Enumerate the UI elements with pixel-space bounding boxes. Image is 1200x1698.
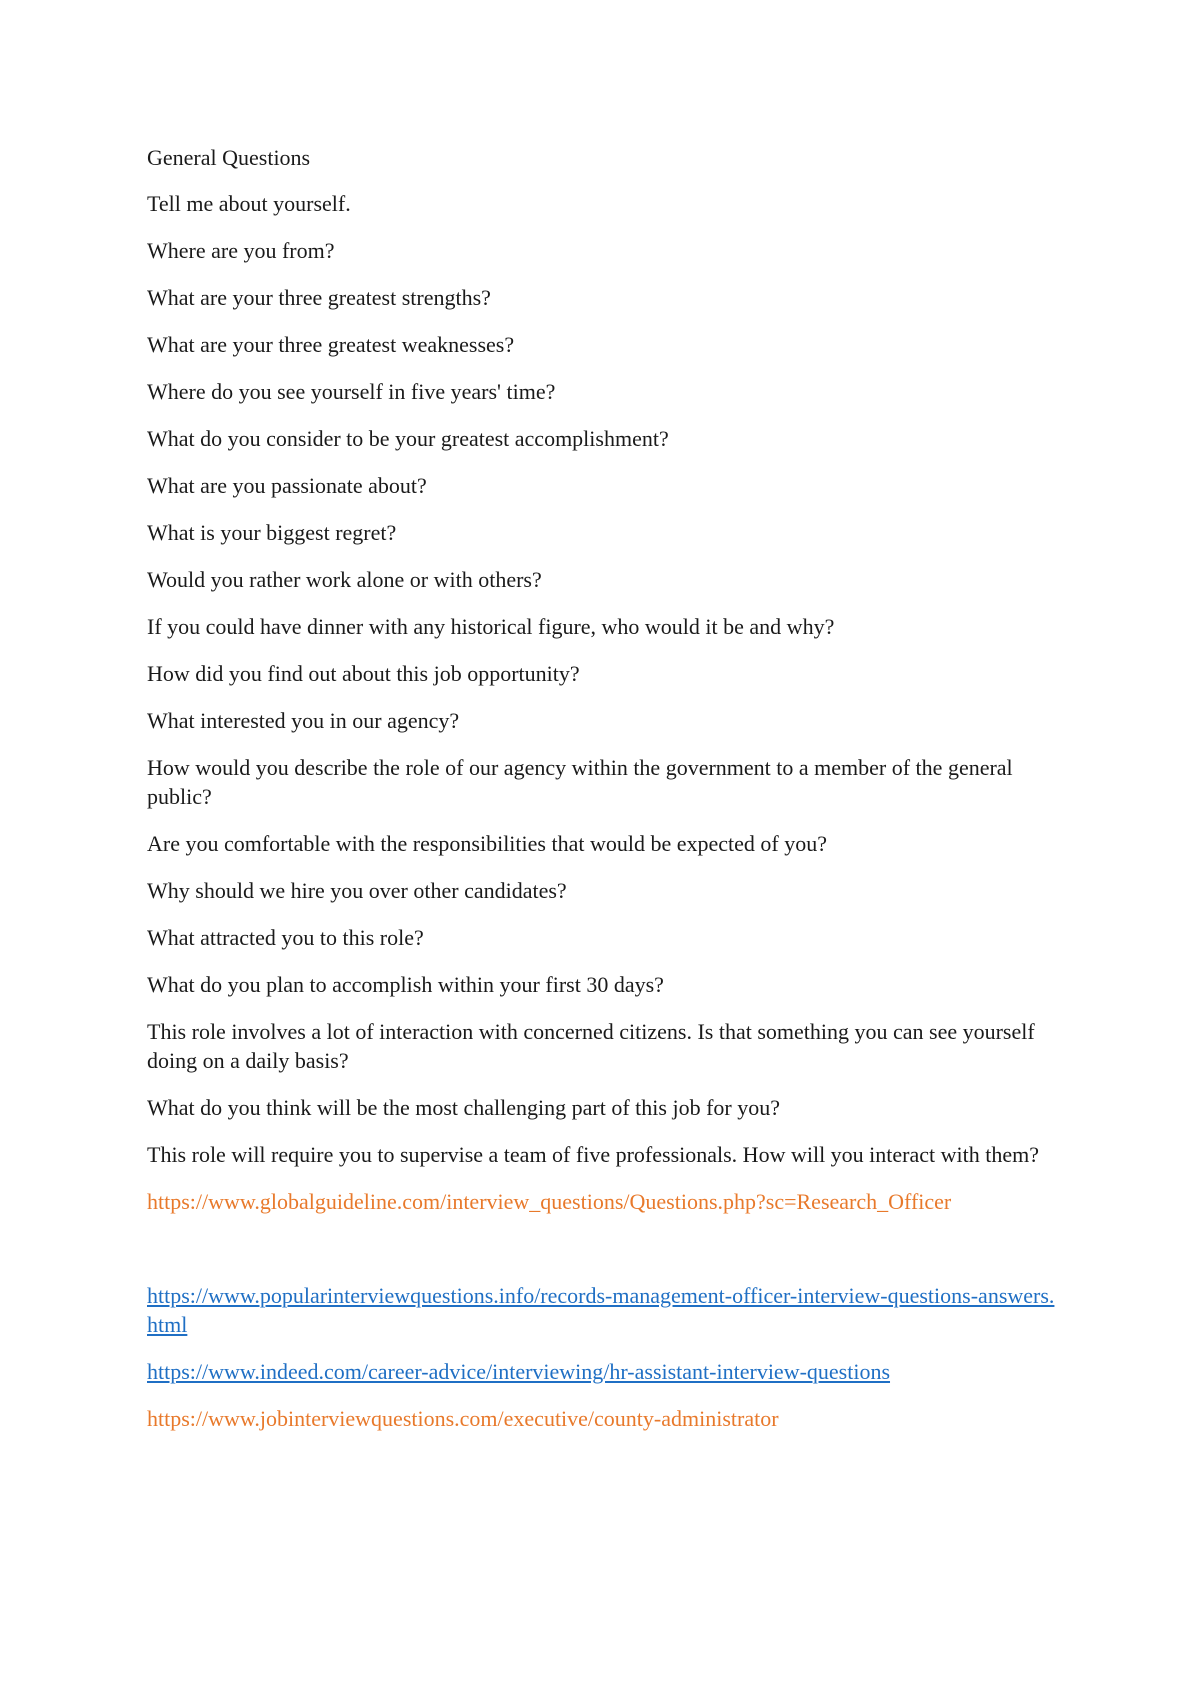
question-3: What are your three greatest strengths? xyxy=(147,285,491,310)
question-9: Would you rather work alone or with others? xyxy=(147,567,542,592)
link-globalguideline[interactable]: https://www.globalguideline.com/interview_questions/Questions.php?sc=Research_Officer xyxy=(147,1189,952,1214)
question-15: Why should we hire you over other candidates? xyxy=(147,878,567,903)
question-8: What is your biggest regret? xyxy=(147,520,397,545)
document-page xyxy=(147,143,1057,1451)
blank-line xyxy=(147,1234,1057,1281)
question-11: How did you find out about this job opportunity? xyxy=(147,661,580,686)
question-1: Tell me about yourself. xyxy=(147,191,351,216)
question-16: What attracted you to this role? xyxy=(147,925,424,950)
question-6: What do you consider to be your greatest accomplishment? xyxy=(147,426,669,451)
question-12: What interested you in our agency? xyxy=(147,708,460,733)
link-popularinterviewquestions[interactable]: https://www.popularinterviewquestions.info/records-management-officer-interview-questions-answers.html xyxy=(147,1283,1055,1337)
question-18: This role involves a lot of interaction with concerned citizens. Is that something you can see yourself doing on a daily basis? xyxy=(147,1019,1035,1073)
question-14: Are you comfortable with the responsibilities that would be expected of you? xyxy=(147,831,827,856)
question-7: What are you passionate about? xyxy=(147,473,427,498)
question-17: What do you plan to accomplish within your first 30 days? xyxy=(147,972,664,997)
question-5: Where do you see yourself in five years' time? xyxy=(147,379,556,404)
link-jobinterviewquestions[interactable]: https://www.jobinterviewquestions.com/executive/county-administrator xyxy=(147,1406,779,1431)
reference-links xyxy=(147,1187,1057,1433)
question-list xyxy=(147,189,1057,1169)
question-19: What do you think will be the most challenging part of this job for you? xyxy=(147,1095,780,1120)
question-20: This role will require you to supervise a team of five professionals. How will you interact with them? xyxy=(147,1142,1039,1167)
section-heading: General Questions xyxy=(147,145,311,170)
question-13: How would you describe the role of our agency within the government to a member of the general public? xyxy=(147,755,1013,809)
question-10: If you could have dinner with any historical figure, who would it be and why? xyxy=(147,614,835,639)
link-indeed[interactable]: https://www.indeed.com/career-advice/interviewing/hr-assistant-interview-questions xyxy=(147,1359,891,1384)
question-4: What are your three greatest weaknesses? xyxy=(147,332,515,357)
question-2: Where are you from? xyxy=(147,238,335,263)
